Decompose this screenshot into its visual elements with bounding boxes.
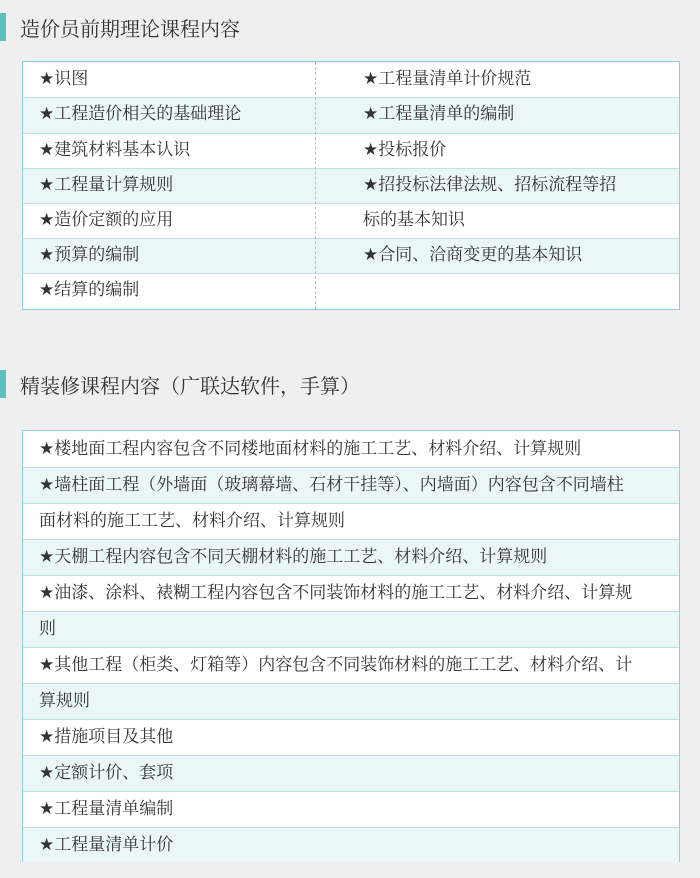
section1-title: 造价员前期理论课程内容 (20, 16, 240, 41)
section2-table (22, 430, 680, 862)
list-item: ★油漆、涂料、裱糊工程内容包含不同装饰材料的施工工艺、材料介绍、计算规 (39, 583, 633, 603)
section2-accent-bar (0, 370, 6, 398)
list-item: ★建筑材料基本认识 (39, 140, 191, 160)
list-item: 面材料的施工工艺、材料介绍、计算规则 (39, 511, 345, 531)
section1-accent-bar (0, 13, 6, 41)
list-item: ★天棚工程内容包含不同天棚材料的施工工艺、材料介绍、计算规则 (39, 547, 548, 567)
table-row (23, 62, 679, 98)
list-item: 则 (39, 619, 56, 639)
list-item: ★工程量清单计价 (39, 835, 174, 855)
list-item: ★结算的编制 (39, 280, 140, 300)
section2-content (39, 431, 667, 863)
list-item: ★墙柱面工程（外墙面（玻璃幕墙、石材干挂等）、内墙面）内容包含不同墙柱 (39, 475, 624, 495)
list-item: ★定额计价、套项 (39, 763, 174, 783)
list-item: 标的基本知识 (363, 210, 465, 230)
list-item: ★工程量清单的编制 (363, 104, 515, 124)
list-item: ★工程量清单编制 (39, 799, 174, 819)
section1-table (22, 61, 680, 310)
list-item: ★其他工程（柜类、灯箱等）内容包含不同装饰材料的施工工艺、材料介绍、计 (39, 655, 633, 675)
list-item: ★预算的编制 (39, 245, 140, 265)
list-item: ★措施项目及其他 (39, 727, 174, 747)
list-item: ★工程量清单计价规范 (363, 69, 532, 89)
list-item: ★楼地面工程内容包含不同楼地面材料的施工工艺、材料介绍、计算规则 (39, 439, 582, 459)
list-item: ★造价定额的应用 (39, 210, 174, 230)
column-divider (315, 62, 316, 309)
list-item: ★工程量计算规则 (39, 175, 174, 195)
list-item: ★工程造价相关的基础理论 (39, 104, 242, 124)
list-item: ★合同、洽商变更的基本知识 (363, 245, 583, 265)
section1-header (0, 9, 240, 45)
list-item: 算规则 (39, 691, 90, 711)
section2-title: 精装修课程内容（广联达软件，手算） (20, 373, 360, 398)
list-item: ★识图 (39, 69, 89, 89)
section2-header (0, 366, 360, 402)
list-item: ★投标报价 (363, 140, 447, 160)
list-item: ★招投标法律法规、招标流程等招 (363, 175, 617, 195)
